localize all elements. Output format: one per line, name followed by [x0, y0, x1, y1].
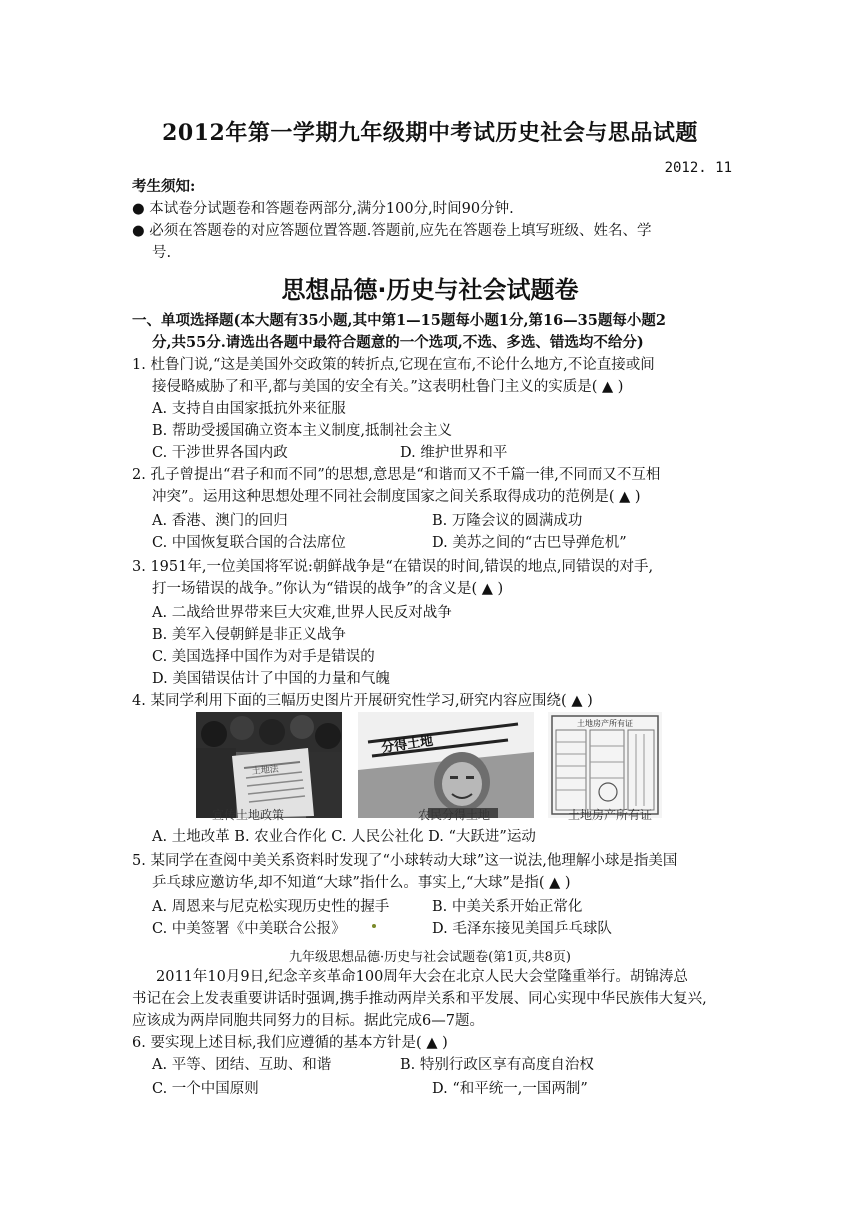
notice-item-2: ● 必须在答题卷的对应答题位置答题.答题前,应先在答题卷上填写班级、姓名、学 — [132, 223, 652, 239]
question-4-options: A. 土地改革 B. 农业合作化 C. 人民公社化 D. “大跃进”运动 — [152, 829, 536, 845]
passage-line-3: 应该成为两岸同胞共同努力的目标。据此完成6—7题。 — [132, 1013, 484, 1029]
poster-2-text: 分得土地 — [380, 733, 435, 756]
photo-land-certificate — [548, 712, 662, 818]
question-3-stem-cont: 打一场错误的战争。”你认为“错误的战争”的含义是( ▲ ) — [152, 581, 504, 597]
question-1-option-a: A. 支持自由国家抵抗外来征服 — [152, 401, 346, 417]
question-2-stem: 2. 孔子曾提出“君子和而不同”的思想,意思是“和谐而又不千篇一律,不同而又不互相 — [132, 467, 661, 483]
exam-date: 2012. 11 — [664, 160, 732, 176]
question-3-option-a: A. 二战给世界带来巨大灾难,世界人民反对战争 — [152, 605, 452, 621]
certificate-title: 土地房产所有证 — [577, 719, 633, 728]
photo-3-caption: 土地房产所有证 — [568, 808, 653, 822]
question-2-option-c: C. 中国恢复联合国的合法席位 — [152, 535, 346, 551]
question-5-option-a: A. 周恩来与尼克松实现历史性的握手 — [152, 899, 390, 915]
photo-farmer-received-land — [358, 712, 534, 818]
exam-title: 2012年第一学期九年级期中考试历史社会与思品试题 — [162, 120, 698, 146]
question-6-option-c: C. 一个中国原则 — [152, 1081, 259, 1097]
question-6-stem: 6. 要实现上述目标,我们应遵循的基本方针是( ▲ ) — [132, 1035, 448, 1051]
question-1-stem-cont: 接侵略威胁了和平,都与美国的安全有关。”这表明杜鲁门主义的实质是( ▲ ) — [152, 379, 624, 395]
question-6-option-b: B. 特别行政区享有高度自治权 — [400, 1057, 594, 1073]
notice-heading: 考生须知: — [132, 178, 196, 195]
question-2-option-d: D. 美苏之间的“古巴导弹危机” — [432, 535, 627, 551]
question-5-option-c: C. 中美签署《中美联合公报》 — [152, 921, 346, 937]
question-1-option-b: B. 帮助受援国确立资本主义制度,抵制社会主义 — [152, 423, 452, 439]
question-2-option-a: A. 香港、澳门的回归 — [152, 513, 288, 529]
question-3-option-c: C. 美国选择中国作为对手是错误的 — [152, 649, 375, 665]
question-5-option-b: B. 中美关系开始正常化 — [432, 899, 583, 915]
section-1-heading: 一、单项选择题(本大题有35小题,其中第1—15题每小题1分,第16—35题每小题2 — [132, 312, 666, 329]
stray-mark — [372, 924, 376, 928]
photo-land-policy-propaganda — [196, 712, 342, 818]
question-4-stem: 4. 某同学利用下面的三幅历史图片开展研究性学习,研究内容应围绕( ▲ ) — [132, 693, 593, 709]
poster-1-text: 土地法 — [251, 764, 280, 777]
question-6-option-d: D. “和平统一,一国两制” — [432, 1081, 588, 1097]
passage-line-1: 2011年10月9日,纪念辛亥革命100周年大会在北京人民大会堂隆重举行。胡锦涛总 — [156, 969, 688, 985]
notice-item-1: ● 本试卷分试题卷和答题卷两部分,满分100分,时间90分钟. — [132, 201, 514, 217]
question-1-stem: 1. 杜鲁门说,“这是美国外交政策的转折点,它现在宣布,不论什么地方,不论直接或间 — [132, 357, 655, 373]
question-3-option-d: D. 美国错误估计了中国的力量和气魄 — [152, 671, 390, 687]
paper-title: 思想品德·历史与社会试题卷 — [281, 276, 579, 304]
notice-item-2-cont: 号. — [152, 245, 172, 261]
question-2-option-b: B. 万隆会议的圆满成功 — [432, 513, 583, 529]
question-5-stem-cont: 乒乓球应邀访华,却不知道“大球”指什么。事实上,“大球”是指( ▲ ) — [152, 875, 571, 891]
question-1-option-c: C. 干涉世界各国内政 — [152, 445, 288, 461]
question-2-stem-cont: 冲突”。运用这种思想处理不同社会制度国家之间关系取得成功的范例是( ▲ ) — [152, 489, 641, 505]
question-6-option-a: A. 平等、团结、互助、和谐 — [152, 1057, 332, 1073]
question-1-option-d: D. 维护世界和平 — [400, 445, 508, 461]
page-footer: 九年级思想品德·历史与社会试题卷(第1页,共8页) — [289, 950, 571, 965]
question-5-stem: 5. 某同学在查阅中美关系资料时发现了“小球转动大球”这一说法,他理解小球是指美国 — [132, 853, 678, 869]
section-1-heading-cont: 分,共55分.请选出各题中最符合题意的一个选项,不选、多选、错选均不给分) — [152, 334, 644, 351]
passage-line-2: 书记在会上发表重要讲话时强调,携手推动两岸关系和平发展、同心实现中华民族伟大复兴, — [132, 991, 707, 1007]
question-3-stem: 3. 1951年,一位美国将军说:朝鲜战争是“在错误的时间,错误的地点,同错误的对手, — [132, 559, 654, 575]
photo-2-caption: 农民分得土地 — [418, 808, 491, 822]
question-3-option-b: B. 美军入侵朝鲜是非正义战争 — [152, 627, 346, 643]
photo-1-caption: 宣传土地政策 — [212, 808, 285, 822]
question-5-option-d: D. 毛泽东接见美国乒乓球队 — [432, 921, 612, 937]
